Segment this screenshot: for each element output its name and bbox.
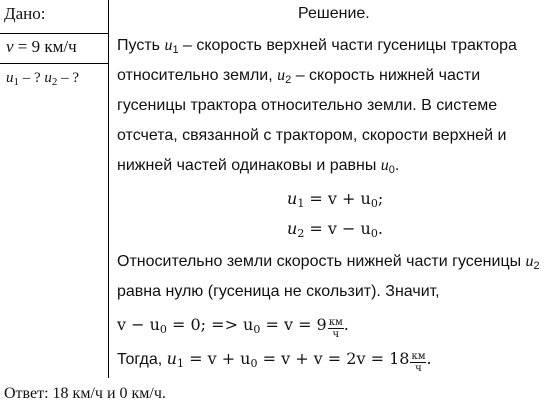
line5-u: u (380, 157, 389, 174)
given-find (6, 68, 79, 88)
solution-line-2 (117, 66, 480, 86)
eq2-end: . (377, 219, 383, 238)
eq4-rest: = v + v = 2v = 18 (257, 349, 410, 368)
line5-u-sub: 0 (388, 164, 395, 176)
line6-text: Относительно земли скорость нижней части гусеницы (117, 253, 526, 270)
line6-u: u (525, 253, 534, 270)
eq4-lead: Тогда, (117, 351, 167, 368)
given-speed-symbol: v (6, 37, 14, 56)
eq3-unit-den: ч (332, 329, 340, 340)
line1-text-a: Пусть (117, 37, 165, 54)
given-header: Дано: (4, 4, 46, 23)
solution-line-5 (117, 156, 399, 176)
given-divider-vertical (108, 0, 109, 378)
eq2-rhs-sub: 0 (370, 227, 378, 240)
equation-1 (287, 189, 383, 209)
line1-text-b: – скорость верхней части гусеницы трактора (178, 37, 517, 54)
eq4-unit-num: км (411, 351, 426, 362)
eq3-unit-fraction (328, 317, 344, 340)
eq4-unit-den: ч (415, 363, 422, 374)
equation-2 (287, 219, 383, 239)
line2-u: u (277, 67, 286, 84)
eq4-rhs: = v + u (183, 349, 251, 368)
line2-u-sub: 2 (285, 74, 292, 86)
find-u1: u (6, 70, 14, 86)
eq2-u: u (287, 219, 298, 238)
find-end: – ? (57, 70, 80, 86)
eq4-u-sub: 1 (176, 357, 184, 370)
equation-4 (117, 349, 432, 374)
given-divider-top (0, 33, 108, 34)
eq1-rhs-sub: 0 (370, 197, 378, 210)
eq3-rhs: = v = 9 (260, 315, 327, 334)
line1-u: u (164, 37, 173, 54)
solution-line-1 (117, 36, 517, 56)
answer-line: Ответ: 18 км/ч и 0 км/ч. (4, 385, 166, 402)
line6-u-sub: 2 (533, 260, 540, 272)
eq3-mid: = 0; => u (166, 315, 254, 334)
eq4-unit-fraction (410, 351, 426, 374)
given-divider-bottom (0, 63, 108, 64)
line1-u-sub: 1 (172, 44, 179, 56)
eq3-lhs-sub: 0 (159, 323, 167, 336)
solution-header: Решение. (298, 5, 370, 22)
eq1-u-sub: 1 (297, 197, 305, 210)
line5-text-a: нижней частей одинаковы и равны (117, 157, 381, 174)
find-u1-sub: 1 (13, 76, 19, 88)
solution-line-3: гусеницы трактора относительно земли. В системе (117, 97, 498, 114)
eq2-rhs: = v − u (309, 219, 371, 238)
eq1-u: u (287, 189, 298, 208)
equation-3 (117, 315, 349, 340)
given-speed-value: = 9 км/ч (17, 37, 77, 56)
eq3-dot: . (343, 315, 349, 334)
solution-line-6 (117, 252, 540, 272)
solution-line-7: равна нулю (гусеница не скользит). Значит, (117, 283, 440, 300)
eq3-lhs: v − u (117, 315, 160, 334)
solution-line-4: отсчета, связанной с трактором, скорости верхней и (117, 127, 507, 144)
find-u2: u (44, 70, 52, 86)
eq3-unit-num: км (328, 317, 343, 328)
find-sep: – ? (19, 70, 45, 86)
eq4-rhs-sub: 0 (250, 357, 258, 370)
find-u2-sub: 2 (51, 76, 58, 88)
line2-text-a: относительно земли, (117, 67, 278, 84)
eq3-mid-sub: 0 (253, 323, 261, 336)
eq1-end: ; (377, 189, 384, 208)
eq4-dot: . (426, 349, 432, 368)
eq2-u-sub: 2 (297, 227, 305, 240)
given-speed (6, 37, 77, 57)
line2-text-b: – скорость нижней части (291, 67, 481, 84)
eq1-rhs: = v + u (309, 189, 371, 208)
eq4-u: u (166, 349, 177, 368)
line5-period: . (394, 157, 400, 174)
